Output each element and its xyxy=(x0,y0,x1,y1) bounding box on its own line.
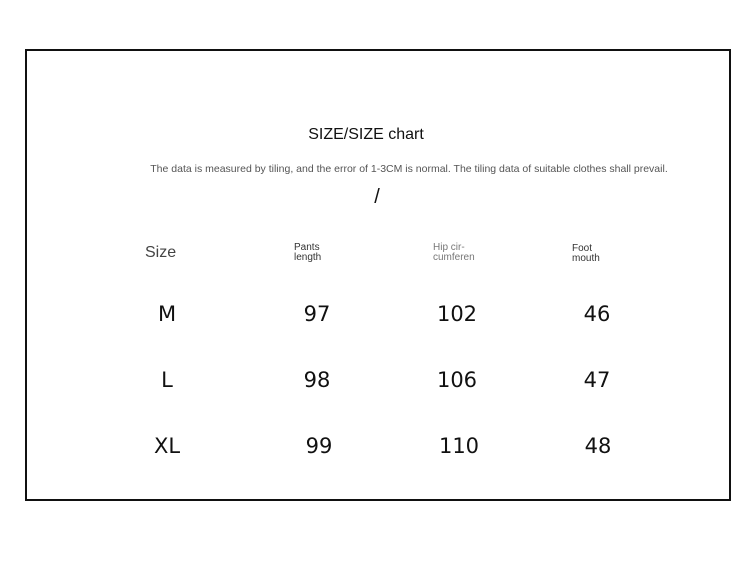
header-foot-mouth: Foot mouth xyxy=(572,243,600,264)
separator-slash: / xyxy=(374,186,380,208)
table-row xyxy=(0,300,750,330)
hip-cell: 102 xyxy=(436,302,478,326)
foot-cell: 46 xyxy=(583,302,611,326)
pants-length-cell: 99 xyxy=(305,434,333,458)
header-pants-length: Pants length xyxy=(294,242,322,263)
table-row xyxy=(0,432,750,462)
size-cell: M xyxy=(157,302,177,326)
measurement-note: The data is measured by tiling, and the error of 1-3CM is normal. The tiling data of suitable clothes shall prevail. xyxy=(150,163,668,175)
foot-cell: 48 xyxy=(584,434,612,458)
size-cell: XL xyxy=(153,434,181,458)
pants-length-cell: 98 xyxy=(303,368,331,392)
header-hip-circumference: Hip cir- cumferen xyxy=(433,242,475,263)
hip-cell: 110 xyxy=(438,434,480,458)
hip-cell: 106 xyxy=(436,368,478,392)
page-title: SIZE/SIZE chart xyxy=(308,126,424,143)
pants-length-cell: 97 xyxy=(303,302,331,326)
size-cell: L xyxy=(161,368,173,392)
foot-cell: 47 xyxy=(583,368,611,392)
header-size: Size xyxy=(145,244,177,261)
table-row xyxy=(0,366,750,396)
